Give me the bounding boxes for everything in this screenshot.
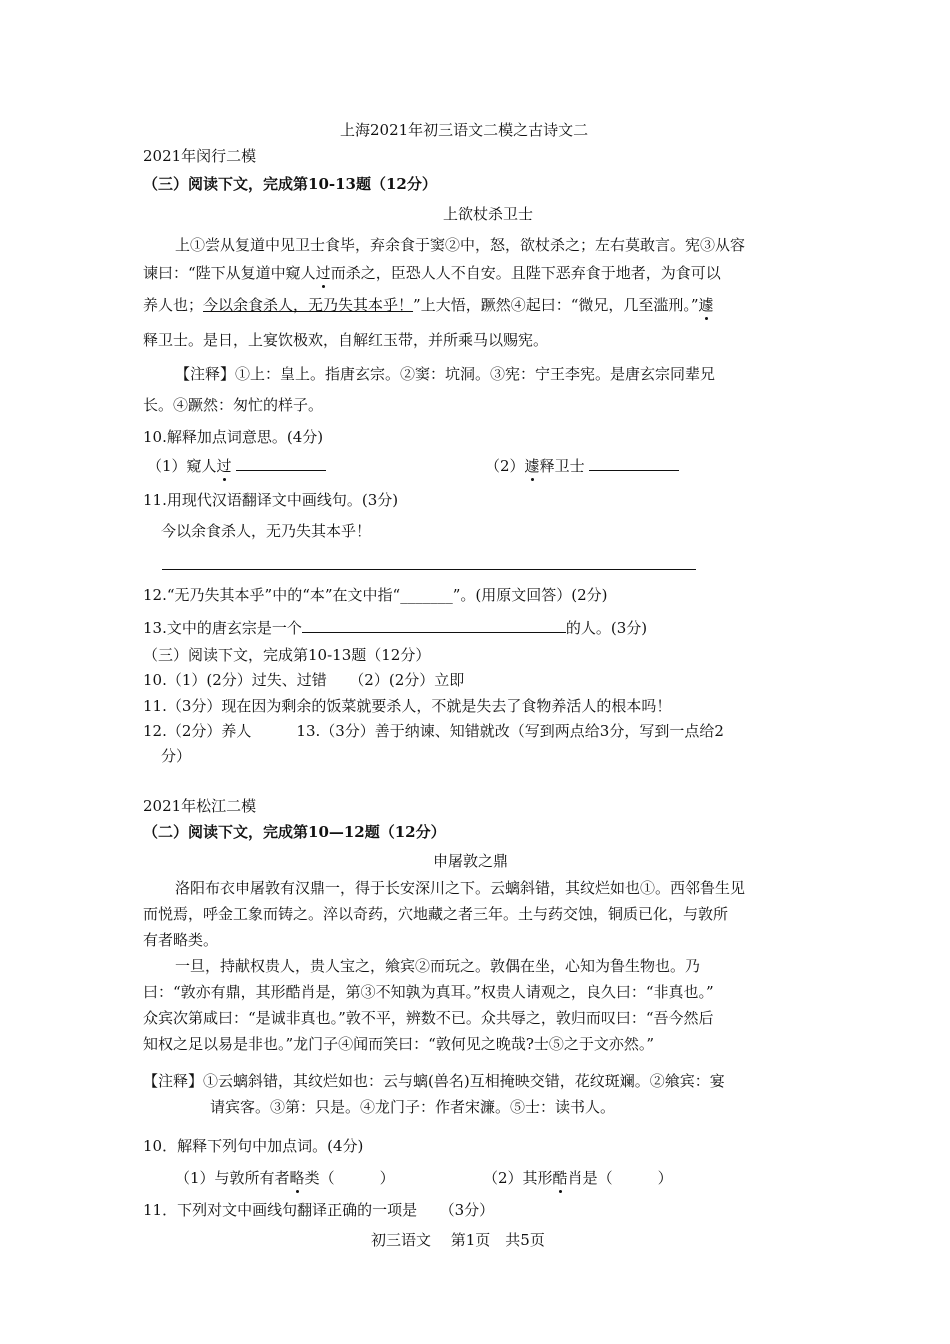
item-text: （2）其形 bbox=[483, 1169, 553, 1187]
item-text: 的人。(3分) bbox=[565, 619, 648, 637]
passage2-line-2: 而悦焉，呼金工象而铸之。淬以奇药，穴地藏之者三年。土与药交蚀，铜质已化，与敦所 bbox=[143, 905, 729, 923]
item-text: 肖是（ ） bbox=[567, 1169, 673, 1187]
question2-10-item-1 bbox=[175, 1169, 395, 1187]
item-text: （2） bbox=[485, 457, 525, 475]
answer-11: 11.（3分）现在因为剩余的饭菜就要杀人，不就是失去了食物养活人的根本吗！ bbox=[143, 697, 672, 715]
answer-12-13: 12.（2分）养人 13.（3分）善于纳谏、知错就改（写到两点给3分，写到一点给2 bbox=[143, 722, 724, 740]
passage-title-songjiang: 申屠敦之鼎 bbox=[433, 852, 509, 870]
section-heading-minhang: （三）阅读下文，完成第10-13题（12分） bbox=[143, 175, 437, 193]
question-11-sentence: 今以余食杀人，无乃失其本乎！ bbox=[161, 522, 372, 540]
answer-heading: （三）阅读下文，完成第10-13题（12分） bbox=[143, 646, 431, 664]
dotted-word: 过 bbox=[216, 457, 232, 475]
passage-text: 谏曰：“陛下从复道中窥人 bbox=[143, 264, 316, 282]
question-10-item-1 bbox=[147, 456, 326, 475]
dotted-word: 遽 bbox=[524, 457, 540, 475]
dotted-word: 遽 bbox=[698, 296, 714, 314]
answer-10: 10.（1）(2分）过失、过错 （2）(2分）立即 bbox=[143, 671, 465, 689]
note2-line-1: 【注释】①云螭斜错，其纹烂如也：云与螭(兽名)互相掩映交错，花纹斑斓。②飨宾：宴 bbox=[143, 1072, 725, 1090]
passage2-line-6: 众宾次第咸曰：“是诚非真也。”敦不平，辨数不已。众共辱之，敦归而叹曰：“吾今然后 bbox=[143, 1009, 714, 1027]
question-10: 10.解释加点词意思。(4分) bbox=[143, 428, 324, 446]
item-text: （1）与敦所有者 bbox=[175, 1169, 290, 1187]
exam-label-songjiang: 2021年松江二模 bbox=[143, 797, 257, 815]
item-text: 13.文中的唐玄宗是一个 bbox=[143, 619, 302, 637]
page-title: 上海2021年初三语文二模之古诗文二 bbox=[340, 121, 589, 139]
question-13 bbox=[143, 618, 647, 637]
passage2-line-1: 洛阳布衣申屠敦有汉鼎一，得于长安深川之下。云螭斜错，其纹烂如也①。西邻鲁生见 bbox=[175, 879, 746, 897]
question2-10: 10．解释下列句中加点词。(4分) bbox=[143, 1137, 364, 1155]
passage-text: 而杀之，臣恐人人不自安。且陛下恶弃食于地者，为食可以 bbox=[330, 264, 721, 282]
item-text: （1）窥人 bbox=[147, 457, 217, 475]
passage2-line-7: 知权之足以易是非也。”龙门子④闻而笑曰：“敦何见之晚哉?士⑤之于文亦然。” bbox=[143, 1035, 655, 1053]
page-footer: 初三语文 第1页 共5页 bbox=[371, 1231, 545, 1249]
answer-blank[interactable] bbox=[236, 456, 326, 471]
note2-line-2: 请宾客。③第：只是。④龙门子：作者宋濂。⑤士：读书人。 bbox=[210, 1098, 616, 1116]
item-text: 类（ ） bbox=[304, 1169, 395, 1187]
section-heading-songjiang: （二）阅读下文，完成第10—12题（12分） bbox=[143, 823, 446, 841]
question2-11: 11．下列对文中画线句翻译正确的一项是 （3分） bbox=[143, 1201, 495, 1219]
answer-blank[interactable] bbox=[589, 456, 679, 471]
question-10-item-2 bbox=[485, 456, 679, 475]
passage-line-1: 上①尝从复道中见卫士食毕，弃余食于窦②中，怒，欲杖杀之；左右莫敢言。宪③从容 bbox=[175, 236, 746, 254]
answer-13-cont: 分） bbox=[161, 747, 192, 765]
passage2-line-3: 有者略类。 bbox=[143, 931, 219, 949]
question-11: 11.用现代汉语翻译文中画线句。(3分) bbox=[143, 491, 399, 509]
passage-text: 养人也； bbox=[143, 296, 204, 314]
item-text: 释卫士 bbox=[539, 457, 585, 475]
underlined-sentence: 今以余食杀人，无乃失其本乎！ bbox=[203, 296, 414, 314]
answer-blank[interactable] bbox=[302, 618, 566, 633]
passage-line-4: 释卫士。是日，上宴饮极欢，自解红玉带，并所乘马以赐宪。 bbox=[143, 331, 549, 349]
dotted-word: 略 bbox=[289, 1169, 305, 1187]
question-12: 12.“无乃失其本乎”中的“本”在文中指“_______”。(用原文回答）(2分) bbox=[143, 586, 608, 604]
exam-label-minhang: 2021年闵行二模 bbox=[143, 147, 257, 165]
passage-title-minhang: 上欲杖杀卫士 bbox=[443, 205, 534, 223]
question2-10-item-2 bbox=[483, 1169, 673, 1187]
dotted-word: 过 bbox=[315, 264, 331, 282]
passage-line-3 bbox=[143, 296, 714, 314]
passage2-line-4: 一旦，持献权贵人，贵人宝之，飨宾②而玩之。敦偶在坐，心知为鲁生物也。乃 bbox=[175, 957, 701, 975]
passage-line-2 bbox=[143, 264, 721, 282]
note-line-2: 长。④蹶然：匆忙的样子。 bbox=[143, 396, 324, 414]
answer-line[interactable] bbox=[162, 569, 696, 570]
passage2-line-5: 曰：“敦亦有鼎，其形酷肖是，第③不知孰为真耳。”权贵人请观之，良久曰：“非真也。” bbox=[143, 983, 714, 1001]
passage-text: ”上大悟，蹶然④起曰：“微兄，几至滥刑。” bbox=[413, 296, 699, 314]
note-line-1: 【注释】①上：皇上。指唐玄宗。②窦：坑洞。③宪：宁王李宪。是唐玄宗同辈兄 bbox=[175, 365, 716, 383]
dotted-word: 酷 bbox=[552, 1169, 568, 1187]
